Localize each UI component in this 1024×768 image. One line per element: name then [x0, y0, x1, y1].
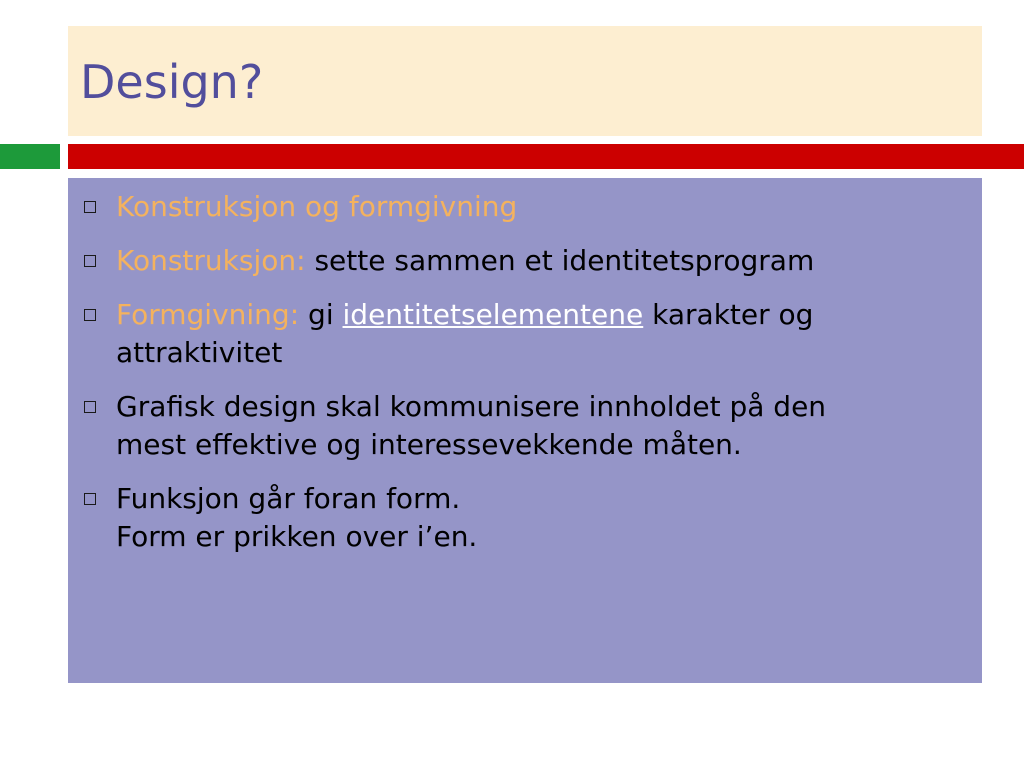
- hollow-square-icon: [84, 493, 96, 505]
- bullet-item: [80, 188, 970, 226]
- bullet-text: karakter og: [652, 298, 814, 331]
- bullet-text-line1: Funksjon går foran form.: [116, 482, 461, 515]
- bullet-text-line2: attraktivitet: [116, 336, 283, 369]
- bullet-text: gi: [308, 298, 334, 331]
- bullet-list: [80, 188, 970, 572]
- identitetselementene-link[interactable]: identitetselementene: [342, 298, 644, 331]
- bullet-text-line1: Grafisk design skal kommunisere innholdet på den: [116, 390, 827, 423]
- bullet-text-line2: mest effektive og interessevekkende måten.: [116, 428, 742, 461]
- bullet-text-line2: Form er prikken over i’en.: [116, 520, 478, 553]
- red-accent-bar: [68, 144, 1024, 169]
- content-box: [68, 178, 982, 683]
- title-box: [68, 26, 982, 136]
- bullet-item: [80, 388, 970, 464]
- bullet-highlight: Formgivning:: [116, 298, 300, 331]
- bullet-item: [80, 242, 970, 280]
- hollow-square-icon: [84, 255, 96, 267]
- bullet-item: [80, 296, 970, 372]
- bullet-highlight: Konstruksjon:: [116, 244, 306, 277]
- bullet-text: sette sammen et identitetsprogram: [314, 244, 815, 277]
- hollow-square-icon: [84, 401, 96, 413]
- hollow-square-icon: [84, 201, 96, 213]
- bullet-item: [80, 480, 970, 556]
- bullet-highlight: Konstruksjon og formgivning: [116, 190, 518, 223]
- hollow-square-icon: [84, 309, 96, 321]
- slide-title: Design?: [80, 55, 264, 109]
- green-accent-bar: [0, 144, 60, 169]
